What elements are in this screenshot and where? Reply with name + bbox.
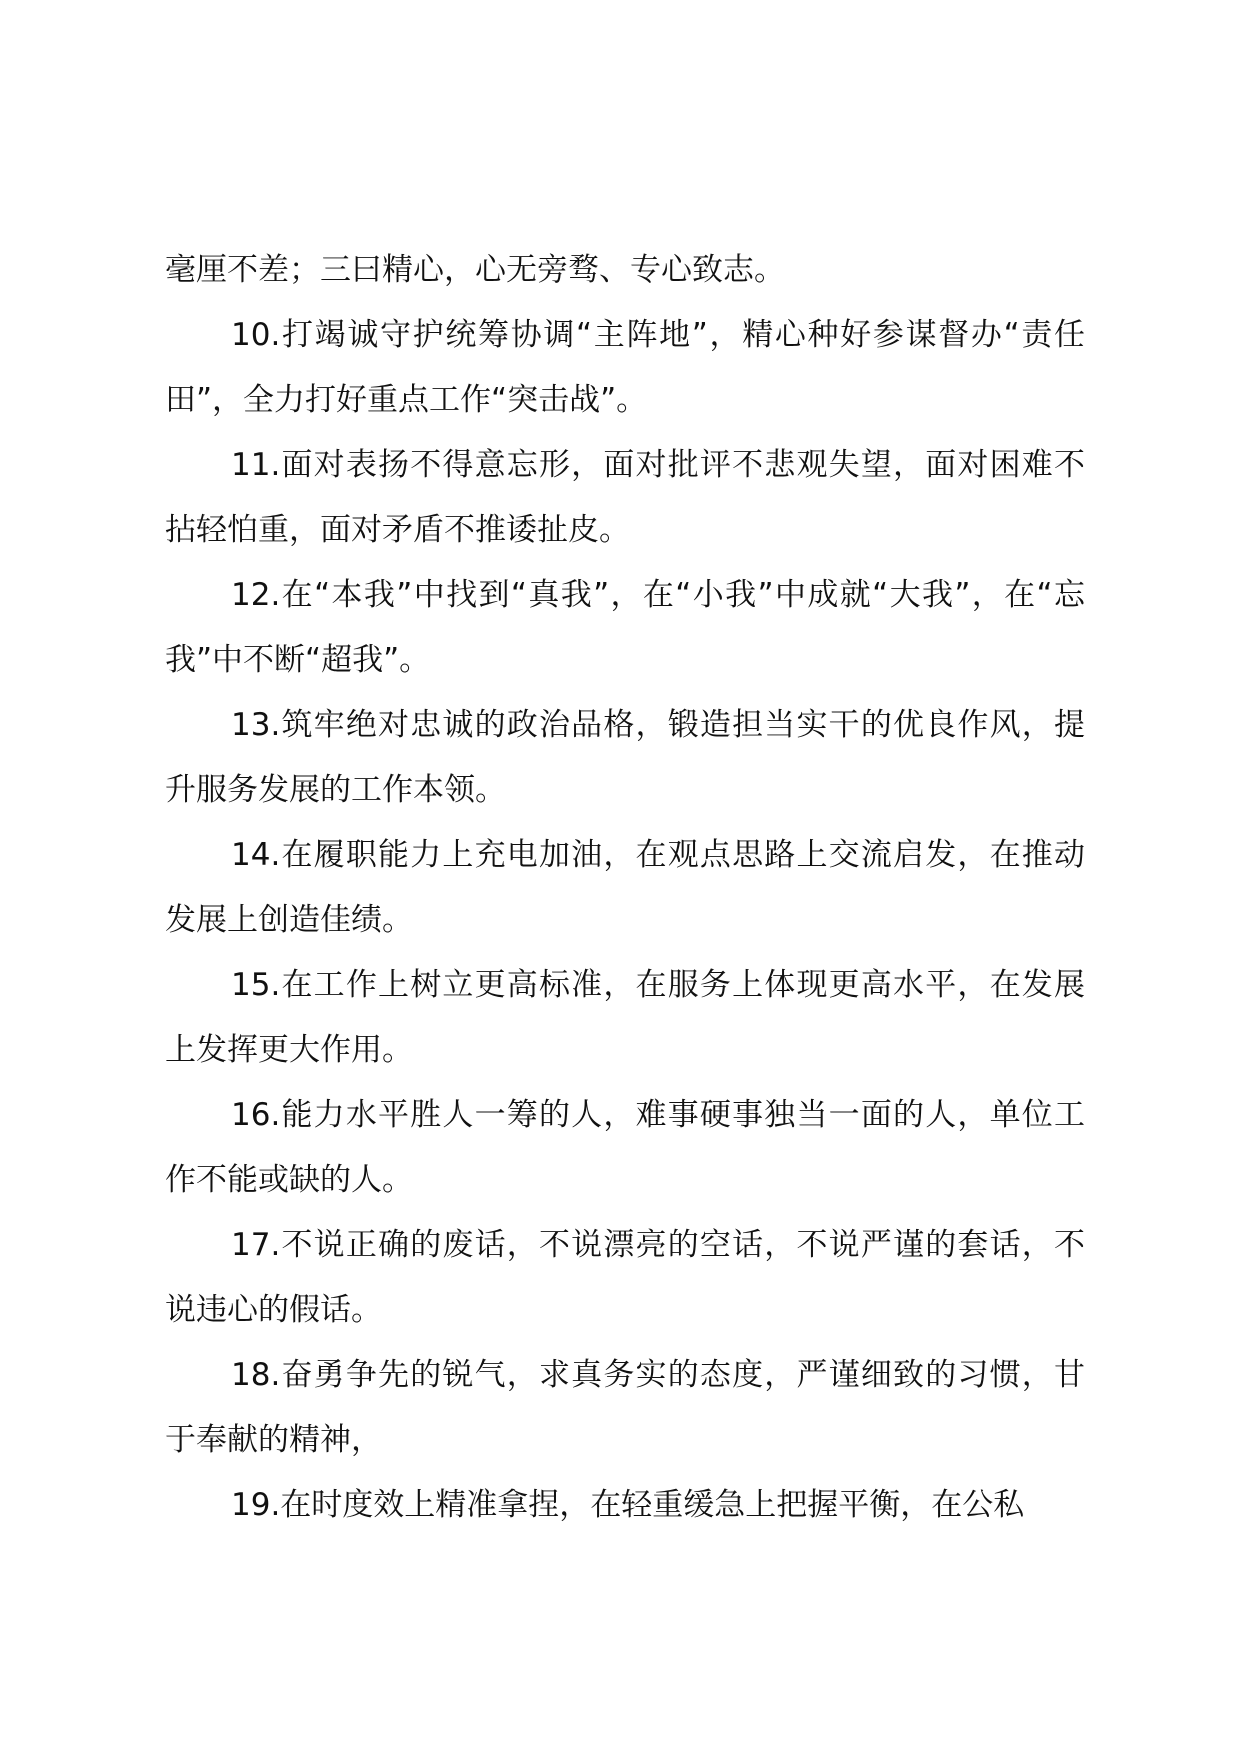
- paragraph-item-17: 17.不说正确的废话，不说漂亮的空话，不说严谨的套话，不说违心的假话。: [165, 1227, 1085, 1328]
- paragraph-item-16: 16.能力水平胜人一筹的人，难事硬事独当一面的人，单位工作不能或缺的人。: [165, 1097, 1085, 1198]
- paragraph-item-14: 14.在履职能力上充电加油，在观点思路上交流启发，在推动发展上创造佳绩。: [165, 837, 1085, 938]
- paragraph-item-13: 13.筑牢绝对忠诚的政治品格，锻造担当实干的优良作风，提升服务发展的工作本领。: [165, 707, 1085, 808]
- paragraph-item-12: 12.在“本我”中找到“真我”，在“小我”中成就“大我”，在“忘我”中不断“超我”。: [165, 577, 1085, 678]
- paragraph-item-10: 10.打竭诚守护统筹协调“主阵地”，精心种好参谋督办“责任田”，全力打好重点工作“突击战”。: [165, 317, 1085, 418]
- paragraph-item-18: 18.奋勇争先的锐气，求真务实的态度，严谨细致的习惯，甘于奉献的精神，: [165, 1357, 1085, 1458]
- paragraph-item-11: 11.面对表扬不得意忘形，面对批评不悲观失望，面对困难不拈轻怕重，面对矛盾不推诿扯皮。: [165, 447, 1085, 548]
- paragraph-item-19: 19.在时度效上精准拿捏，在轻重缓急上把握平衡，在公私: [231, 1487, 1025, 1523]
- document-body: [165, 238, 1085, 1538]
- paragraph-item-15: 15.在工作上树立更高标准，在服务上体现更高水平，在发展上发挥更大作用。: [165, 967, 1085, 1068]
- paragraph-continuation: 毫厘不差；三曰精心，心无旁骛、专心致志。: [165, 252, 785, 288]
